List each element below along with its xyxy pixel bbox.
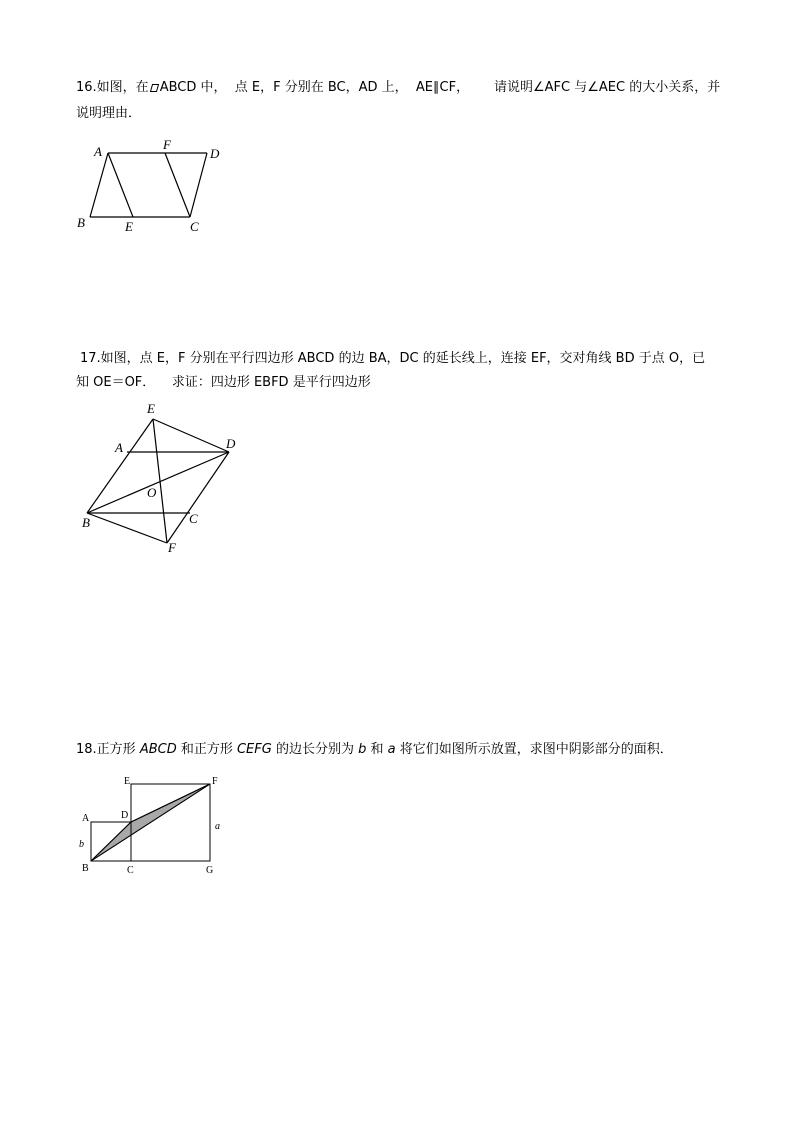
q18-text-suffix: 将它们如图所示放置，求图中阴影部分的面积．: [395, 742, 673, 757]
q18-text-cefg: CEFG: [236, 742, 272, 757]
q16-label-B: B: [77, 215, 85, 230]
q16-label-A: A: [94, 144, 102, 159]
q16-label-D: D: [210, 146, 220, 161]
q17-line-2: 知 OE＝OF． 求证：四边形 EBFD 是平行四边形: [76, 375, 371, 390]
q18-label-a: a: [215, 821, 220, 832]
q18-text-a: a: [387, 742, 396, 757]
q18-label-G: G: [206, 865, 214, 876]
q16-line-2: 说明理由．: [76, 106, 142, 121]
q17-label-E: E: [147, 401, 155, 416]
q18-text-mid2: 的边长分别为: [271, 742, 359, 757]
q18-text-b: b: [358, 742, 367, 757]
q17-label-C: C: [189, 511, 198, 526]
q16-text-a: 16.如图，在: [76, 80, 149, 95]
q18-label-F: F: [212, 776, 218, 787]
q18-text-mid1: 和正方形: [176, 742, 237, 757]
q17-label-D: D: [226, 436, 236, 451]
q16-text-b: ABCD 中， 点 E，F 分别在 BC，AD 上， AE∥CF，: [159, 80, 470, 95]
q16-label-F: F: [163, 137, 171, 152]
q17-label-B: B: [82, 515, 90, 530]
q18-text-prefix: 18.正方形: [76, 742, 140, 757]
q17-line-1: 17.如图，点 E，F 分别在平行四边形 ABCD 的边 BA，DC 的延长线上，连接 EF，交对角线 BD 于点 O，已: [80, 351, 706, 366]
q18-label-B: B: [82, 863, 89, 874]
q17-label-A: A: [115, 440, 123, 455]
q18-label-D: D: [121, 810, 129, 821]
q18-label-E: E: [124, 776, 131, 787]
q16-line-1-end: 请说明∠AFC 与∠AEC 的大小关系，并: [494, 80, 721, 95]
q16-label-C: C: [190, 219, 199, 234]
q18-label-A: A: [82, 813, 90, 824]
q17-label-F: F: [168, 540, 176, 555]
q17-label-O: O: [147, 485, 157, 500]
q16-label-E: E: [125, 219, 133, 234]
q18-label-b: b: [79, 839, 84, 850]
q18-text-abcd: ABCD: [139, 742, 177, 757]
q18-squares: [91, 784, 210, 861]
q18-text-mid3: 和: [366, 742, 388, 757]
q18-label-C: C: [127, 865, 134, 876]
